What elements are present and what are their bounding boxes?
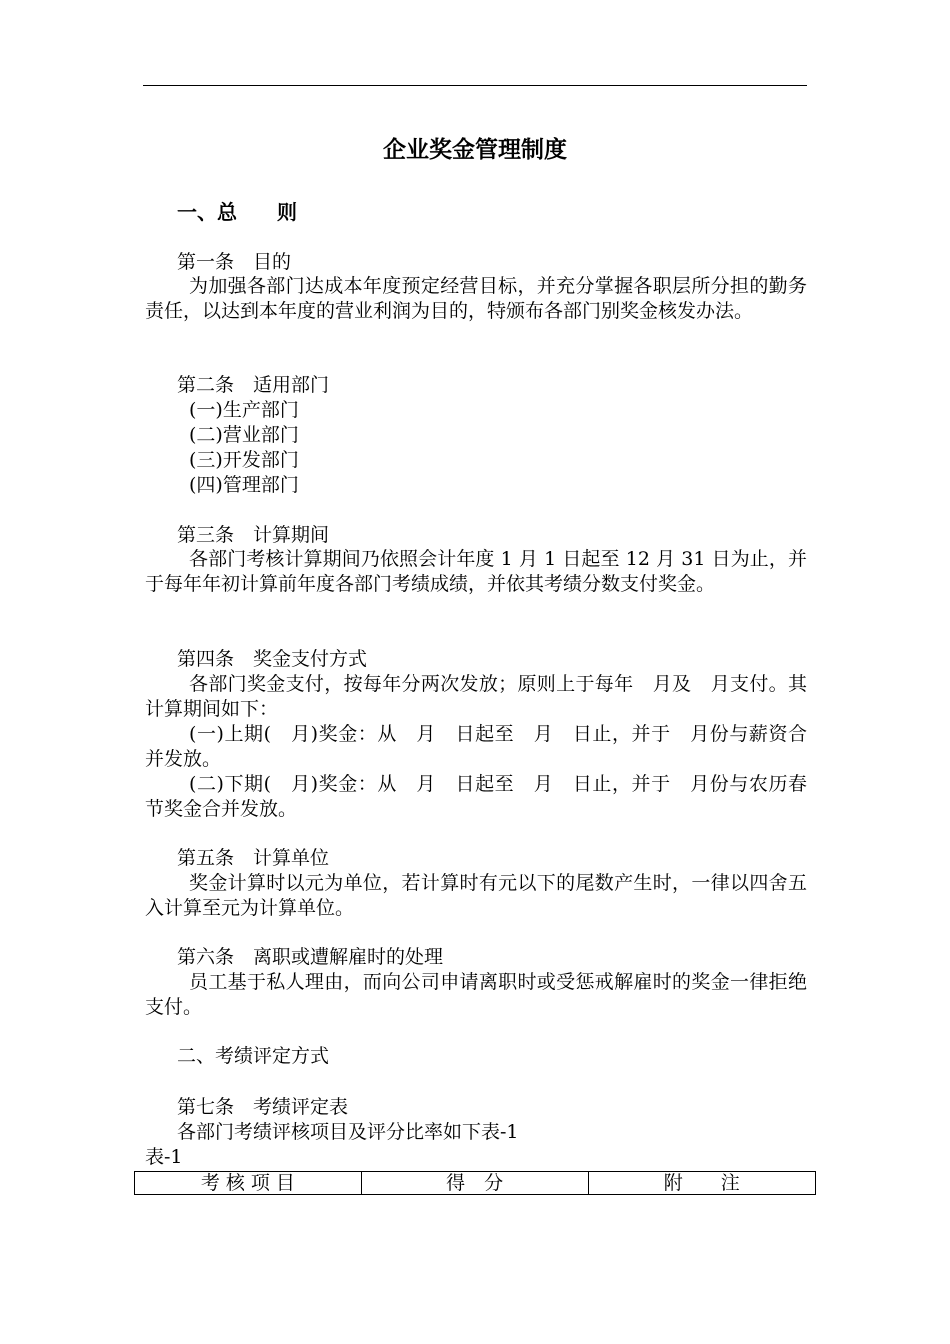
- table-header-cell: 附 注: [588, 1172, 815, 1195]
- article-3-paragraph: 各部门考核计算期间乃依照会计年度 1 月 1 日起至 12 月 31 日为止，并于每年年初计算前年度各部门考绩成绩，并依其考绩分数支付奖金。: [145, 548, 807, 595]
- table-header-cell: 得 分: [361, 1172, 588, 1195]
- article-6-text: [145, 970, 807, 1020]
- article-1-text: [145, 274, 807, 324]
- section-heading-evaluation: 二、考绩评定方式: [177, 1045, 330, 1067]
- article-4-item-1: (一)上期( 月)奖金：从 月 日起至 月 日止，并于 月份与薪资合并发放。: [145, 723, 807, 770]
- article-2-heading: 第二条 适用部门: [177, 374, 330, 396]
- table-header-cell: 考 核 项 目: [135, 1172, 362, 1195]
- header-rule: [143, 85, 807, 86]
- article-7-text: 各部门考绩评核项目及评分比率如下表-1: [177, 1121, 519, 1143]
- document-title: 企业奖金管理制度: [383, 137, 567, 163]
- article-3-heading: 第三条 计算期间: [177, 524, 330, 546]
- article-1-heading: 第一条 目的: [177, 251, 292, 273]
- table-header-row: [135, 1172, 816, 1195]
- article-4-text: [145, 672, 807, 822]
- list-item: (二)营业部门: [189, 424, 299, 446]
- list-item: (三)开发部门: [189, 449, 299, 471]
- article-3-text: [145, 547, 807, 597]
- article-1-paragraph: 为加强各部门达成本年度预定经营目标，并充分掌握各职层所分担的勤务责任，以达到本年度的营业利润为目的，特颁布各部门别奖金核发办法。: [145, 275, 807, 322]
- article-5-heading: 第五条 计算单位: [177, 847, 330, 869]
- article-4-paragraph: 各部门奖金支付，按每年分两次发放；原则上于每年 月及 月支付。其计算期间如下：: [145, 673, 807, 720]
- article-6-paragraph: 员工基于私人理由，而向公司申请离职时或受惩戒解雇时的奖金一律拒绝支付。: [145, 971, 807, 1018]
- article-4-item-2: (二)下期( 月)奖金：从 月 日起至 月 日止，并于 月份与农历春节奖金合并发放。: [145, 773, 807, 820]
- table-caption: 表-1: [145, 1146, 183, 1168]
- article-5-text: [145, 871, 807, 921]
- article-4-heading: 第四条 奖金支付方式: [177, 648, 368, 670]
- article-7-heading: 第七条 考绩评定表: [177, 1096, 349, 1118]
- evaluation-table: [134, 1171, 816, 1195]
- article-6-heading: 第六条 离职或遭解雇时的处理: [177, 946, 444, 968]
- list-item: (一)生产部门: [189, 399, 299, 421]
- article-5-paragraph: 奖金计算时以元为单位，若计算时有元以下的尾数产生时，一律以四舍五入计算至元为计算单位。: [145, 872, 807, 919]
- section-heading-general: 一、总 则: [177, 200, 297, 224]
- list-item: (四)管理部门: [189, 474, 299, 496]
